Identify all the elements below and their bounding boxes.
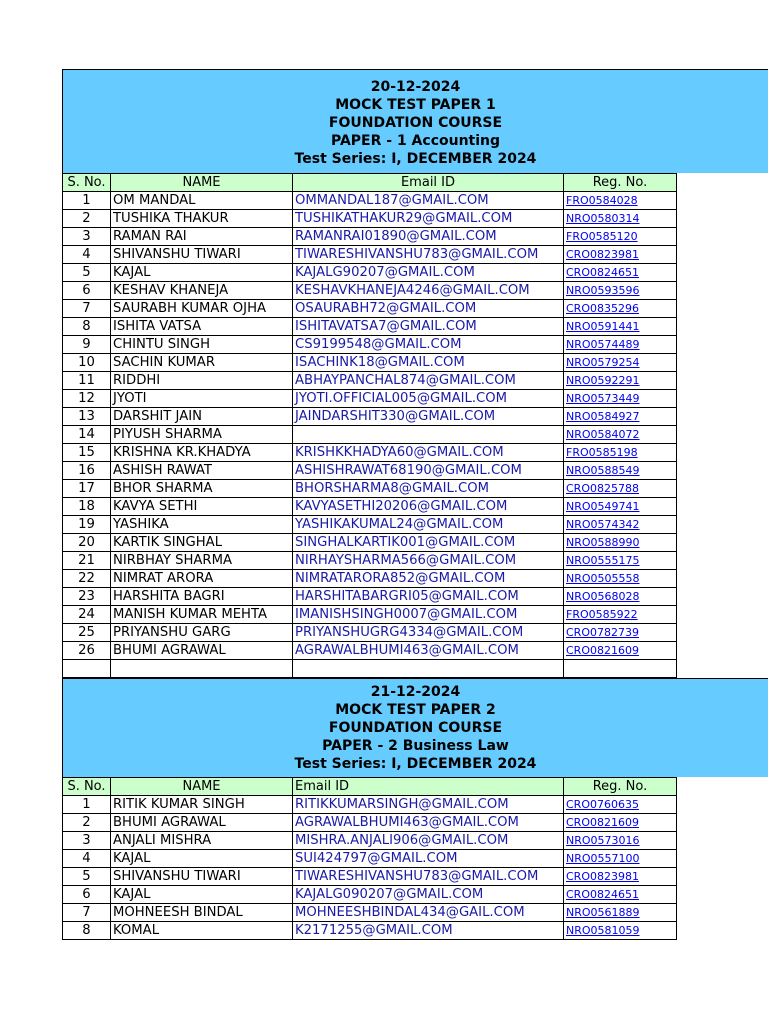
sno-cell: 12 xyxy=(63,390,111,408)
table-row xyxy=(63,372,677,390)
reg-link[interactable]: FRO0585120 xyxy=(564,228,677,246)
table-row xyxy=(63,192,677,210)
reg-link[interactable]: NRO0573016 xyxy=(564,831,677,849)
table-row xyxy=(63,885,677,903)
table-row xyxy=(63,210,677,228)
paper1-series: Test Series: I, DECEMBER 2024 xyxy=(294,151,537,167)
email-cell[interactable]: K2171255@GMAIL.COM xyxy=(293,921,564,939)
email-cell[interactable]: SUI424797@GMAIL.COM xyxy=(293,849,564,867)
table-row xyxy=(63,246,677,264)
sno-cell: 26 xyxy=(63,642,111,660)
reg-link[interactable]: NRO0574342 xyxy=(564,516,677,534)
name-cell: ANJALI MISHRA xyxy=(111,831,293,849)
email-cell[interactable]: ISHITAVATSA7@GMAIL.COM xyxy=(293,318,564,336)
reg-link[interactable]: CRO0821609 xyxy=(564,642,677,660)
reg-link[interactable]: CRO0782739 xyxy=(564,624,677,642)
table-row xyxy=(63,426,677,444)
sno-cell: 8 xyxy=(63,921,111,939)
table-row xyxy=(63,444,677,462)
name-cell: RIDDHI xyxy=(111,372,293,390)
reg-link[interactable]: CRO0824651 xyxy=(564,885,677,903)
name-cell: HARSHITA BAGRI xyxy=(111,588,293,606)
table-row xyxy=(63,624,677,642)
name-cell: KARTIK SINGHAL xyxy=(111,534,293,552)
email-cell[interactable]: PRIYANSHUGRG4334@GMAIL.COM xyxy=(293,624,564,642)
email-cell[interactable]: TIWARESHIVANSHU783@GMAIL.COM xyxy=(293,246,564,264)
sno-cell: 7 xyxy=(63,300,111,318)
reg-link[interactable]: NRO0593596 xyxy=(564,282,677,300)
paper1-table xyxy=(62,173,677,678)
sno-cell: 3 xyxy=(63,831,111,849)
sno-cell: 15 xyxy=(63,444,111,462)
name-cell: KRISHNA KR.KHADYA xyxy=(111,444,293,462)
sno-cell: 8 xyxy=(63,318,111,336)
name-cell: RITIK KUMAR SINGH xyxy=(111,795,293,813)
email-cell[interactable]: ASHISHRAWAT68190@GMAIL.COM xyxy=(293,462,564,480)
email-cell[interactable]: NIMRATARORA852@GMAIL.COM xyxy=(293,570,564,588)
name-cell: KAJAL xyxy=(111,849,293,867)
reg-link[interactable]: NRO0549741 xyxy=(564,498,677,516)
sno-cell: 10 xyxy=(63,354,111,372)
table-row xyxy=(63,282,677,300)
sno-cell: 5 xyxy=(63,264,111,282)
email-cell[interactable]: KRISHKKHADYA60@GMAIL.COM xyxy=(293,444,564,462)
reg-link[interactable]: NRO0592291 xyxy=(564,372,677,390)
name-cell: KOMAL xyxy=(111,921,293,939)
email-cell[interactable]: YASHIKAKUMAL24@GMAIL.COM xyxy=(293,516,564,534)
table-row xyxy=(63,228,677,246)
name-cell: OM MANDAL xyxy=(111,192,293,210)
email-cell[interactable]: AGRAWALBHUMI463@GMAIL.COM xyxy=(293,642,564,660)
sno-cell: 1 xyxy=(63,795,111,813)
name-cell: TUSHIKA THAKUR xyxy=(111,210,293,228)
email-cell[interactable]: SINGHALKARTIK001@GMAIL.COM xyxy=(293,534,564,552)
name-cell: MANISH KUMAR MEHTA xyxy=(111,606,293,624)
table-row xyxy=(63,480,677,498)
name-cell: SHIVANSHU TIWARI xyxy=(111,867,293,885)
column-sno: S. No. xyxy=(63,777,111,795)
reg-link[interactable]: FRO0585922 xyxy=(564,606,677,624)
table-row xyxy=(63,318,677,336)
sno-cell: 11 xyxy=(63,372,111,390)
name-cell: BHUMI AGRAWAL xyxy=(111,642,293,660)
table-row xyxy=(63,534,677,552)
email-cell[interactable]: JAINDARSHIT330@GMAIL.COM xyxy=(293,408,564,426)
email-cell[interactable]: TIWARESHIVANSHU783@GMAIL.COM xyxy=(293,867,564,885)
table-row xyxy=(63,354,677,372)
column-reg: Reg. No. xyxy=(564,777,677,795)
email-cell[interactable]: NIRHAYSHARMA566@GMAIL.COM xyxy=(293,552,564,570)
reg-link[interactable]: NRO0588549 xyxy=(564,462,677,480)
sno-cell: 6 xyxy=(63,885,111,903)
name-cell: PRIYANSHU GARG xyxy=(111,624,293,642)
table-row xyxy=(63,813,677,831)
paper1-course: FOUNDATION COURSE xyxy=(328,115,503,131)
reg-link[interactable]: NRO0588990 xyxy=(564,534,677,552)
reg-link[interactable]: NRO0505558 xyxy=(564,570,677,588)
sno-cell: 17 xyxy=(63,480,111,498)
sno-cell: 23 xyxy=(63,588,111,606)
email-cell[interactable]: JYOTI.OFFICIAL005@GMAIL.COM xyxy=(293,390,564,408)
sno-cell: 7 xyxy=(63,903,111,921)
table-row xyxy=(63,867,677,885)
paper2-table xyxy=(62,777,677,940)
sno-cell: 6 xyxy=(63,282,111,300)
table-row xyxy=(63,588,677,606)
name-cell: MOHNEESH BINDAL xyxy=(111,903,293,921)
email-cell[interactable]: BHORSHARMA8@GMAIL.COM xyxy=(293,480,564,498)
reg-link[interactable]: NRO0557100 xyxy=(564,849,677,867)
email-cell[interactable]: TUSHIKATHAKUR29@GMAIL.COM xyxy=(293,210,564,228)
email-cell[interactable] xyxy=(293,426,564,444)
name-cell: KAJAL xyxy=(111,264,293,282)
reg-link[interactable]: CRO0835296 xyxy=(564,300,677,318)
email-cell[interactable]: RITIKKUMARSINGH@GMAIL.COM xyxy=(293,795,564,813)
table-row xyxy=(63,552,677,570)
table-row xyxy=(63,849,677,867)
reg-link[interactable]: NRO0580314 xyxy=(564,210,677,228)
sno-cell: 5 xyxy=(63,867,111,885)
email-cell[interactable]: AGRAWALBHUMI463@GMAIL.COM xyxy=(293,813,564,831)
table-row xyxy=(63,606,677,624)
table-row xyxy=(63,516,677,534)
email-cell[interactable]: IMANISHSINGH0007@GMAIL.COM xyxy=(293,606,564,624)
paper2-course: FOUNDATION COURSE xyxy=(328,719,503,736)
paper2-title: MOCK TEST PAPER 2 xyxy=(335,701,496,718)
email-cell[interactable]: ISACHINK18@GMAIL.COM xyxy=(293,354,564,372)
name-cell: CHINTU SINGH xyxy=(111,336,293,354)
table-row xyxy=(63,390,677,408)
blank-cell xyxy=(111,660,293,678)
reg-link[interactable]: NRO0579254 xyxy=(564,354,677,372)
name-cell: BHOR SHARMA xyxy=(111,480,293,498)
sno-cell: 20 xyxy=(63,534,111,552)
email-cell[interactable]: HARSHITABARGRI05@GMAIL.COM xyxy=(293,588,564,606)
table-row xyxy=(63,264,677,282)
email-cell[interactable]: KESHAVKHANEJA4246@GMAIL.COM xyxy=(293,282,564,300)
reg-link[interactable]: NRO0584072 xyxy=(564,426,677,444)
email-cell[interactable]: CS9199548@GMAIL.COM xyxy=(293,336,564,354)
paper1-title: MOCK TEST PAPER 1 xyxy=(335,97,496,113)
column-reg: Reg. No. xyxy=(564,174,677,192)
column-email: Email ID xyxy=(293,174,564,192)
sno-cell: 25 xyxy=(63,624,111,642)
email-cell[interactable]: MOHNEESHBINDAL434@GAIL.COM xyxy=(293,903,564,921)
sno-cell: 4 xyxy=(63,849,111,867)
sno-cell: 18 xyxy=(63,498,111,516)
name-cell: DARSHIT JAIN xyxy=(111,408,293,426)
reg-link[interactable]: CRO0824651 xyxy=(564,264,677,282)
name-cell: SHIVANSHU TIWARI xyxy=(111,246,293,264)
reg-link[interactable]: FRO0584028 xyxy=(564,192,677,210)
reg-link[interactable]: NRO0561889 xyxy=(564,903,677,921)
blank-cell xyxy=(564,660,677,678)
column-sno: S. No. xyxy=(63,174,111,192)
name-cell: SAURABH KUMAR OJHA xyxy=(111,300,293,318)
paper1-date: 20-12-2024 xyxy=(370,79,461,95)
name-cell: ISHITA VATSA xyxy=(111,318,293,336)
table-row xyxy=(63,921,677,939)
blank-cell xyxy=(63,660,111,678)
reg-link[interactable]: NRO0568028 xyxy=(564,588,677,606)
blank-cell xyxy=(293,660,564,678)
name-cell: PIYUSH SHARMA xyxy=(111,426,293,444)
table-row xyxy=(63,408,677,426)
paper1-paper: PAPER - 1 Accounting xyxy=(330,133,501,149)
reg-link[interactable]: NRO0573449 xyxy=(564,390,677,408)
name-cell: NIMRAT ARORA xyxy=(111,570,293,588)
email-cell[interactable]: ABHAYPANCHAL874@GMAIL.COM xyxy=(293,372,564,390)
name-cell: KAVYA SETHI xyxy=(111,498,293,516)
email-cell[interactable]: KAVYASETHI20206@GMAIL.COM xyxy=(293,498,564,516)
table-row xyxy=(63,831,677,849)
reg-link[interactable]: CRO0821609 xyxy=(564,813,677,831)
column-email: Email ID xyxy=(293,777,564,795)
table-row xyxy=(63,462,677,480)
reg-link[interactable]: NRO0581059 xyxy=(564,921,677,939)
column-name: NAME xyxy=(111,174,293,192)
sno-cell: 3 xyxy=(63,228,111,246)
sno-cell: 13 xyxy=(63,408,111,426)
email-cell[interactable]: OMMANDAL187@GMAIL.COM xyxy=(293,192,564,210)
email-cell[interactable]: RAMANRAI01890@GMAIL.COM xyxy=(293,228,564,246)
name-cell: RAMAN RAI xyxy=(111,228,293,246)
table-row xyxy=(63,795,677,813)
sno-cell: 24 xyxy=(63,606,111,624)
paper2-date: 21-12-2024 xyxy=(370,683,461,700)
reg-link[interactable]: NRO0555175 xyxy=(564,552,677,570)
table-row xyxy=(63,642,677,660)
email-cell[interactable]: KAJALG90207@GMAIL.COM xyxy=(293,264,564,282)
sno-cell: 9 xyxy=(63,336,111,354)
name-cell: SACHIN KUMAR xyxy=(111,354,293,372)
reg-link[interactable]: CRO0760635 xyxy=(564,795,677,813)
name-cell: YASHIKA xyxy=(111,516,293,534)
table-row xyxy=(63,570,677,588)
sno-cell: 2 xyxy=(63,210,111,228)
sno-cell: 14 xyxy=(63,426,111,444)
name-cell: BHUMI AGRAWAL xyxy=(111,813,293,831)
reg-link[interactable]: CRO0823981 xyxy=(564,246,677,264)
spreadsheet xyxy=(62,69,768,940)
reg-link[interactable]: CRO0825788 xyxy=(564,480,677,498)
reg-link[interactable]: NRO0591441 xyxy=(564,318,677,336)
name-cell: KAJAL xyxy=(111,885,293,903)
reg-link[interactable]: NRO0574489 xyxy=(564,336,677,354)
reg-link[interactable]: FRO0585198 xyxy=(564,444,677,462)
reg-link[interactable]: NRO0584927 xyxy=(564,408,677,426)
column-name: NAME xyxy=(111,777,293,795)
paper2-header xyxy=(62,678,768,777)
sno-cell: 19 xyxy=(63,516,111,534)
paper2-column-header-row xyxy=(63,777,677,795)
table-row xyxy=(63,903,677,921)
sno-cell: 2 xyxy=(63,813,111,831)
table-row xyxy=(63,300,677,318)
paper2-series: Test Series: I, DECEMBER 2024 xyxy=(294,755,537,772)
name-cell: NIRBHAY SHARMA xyxy=(111,552,293,570)
email-cell[interactable]: OSAURABH72@GMAIL.COM xyxy=(293,300,564,318)
email-cell[interactable]: KAJALG090207@GMAIL.COM xyxy=(293,885,564,903)
sno-cell: 16 xyxy=(63,462,111,480)
table-row xyxy=(63,498,677,516)
email-cell[interactable]: MISHRA.ANJALI906@GMAIL.COM xyxy=(293,831,564,849)
name-cell: JYOTI xyxy=(111,390,293,408)
name-cell: ASHISH RAWAT xyxy=(111,462,293,480)
name-cell: KESHAV KHANEJA xyxy=(111,282,293,300)
blank-row xyxy=(63,660,677,678)
table-row xyxy=(63,336,677,354)
paper1-column-header-row xyxy=(63,174,677,192)
paper1-header xyxy=(62,69,768,173)
sno-cell: 22 xyxy=(63,570,111,588)
sno-cell: 1 xyxy=(63,192,111,210)
paper2-paper: PAPER - 2 Business Law xyxy=(322,737,509,754)
reg-link[interactable]: CRO0823981 xyxy=(564,867,677,885)
sno-cell: 21 xyxy=(63,552,111,570)
sno-cell: 4 xyxy=(63,246,111,264)
